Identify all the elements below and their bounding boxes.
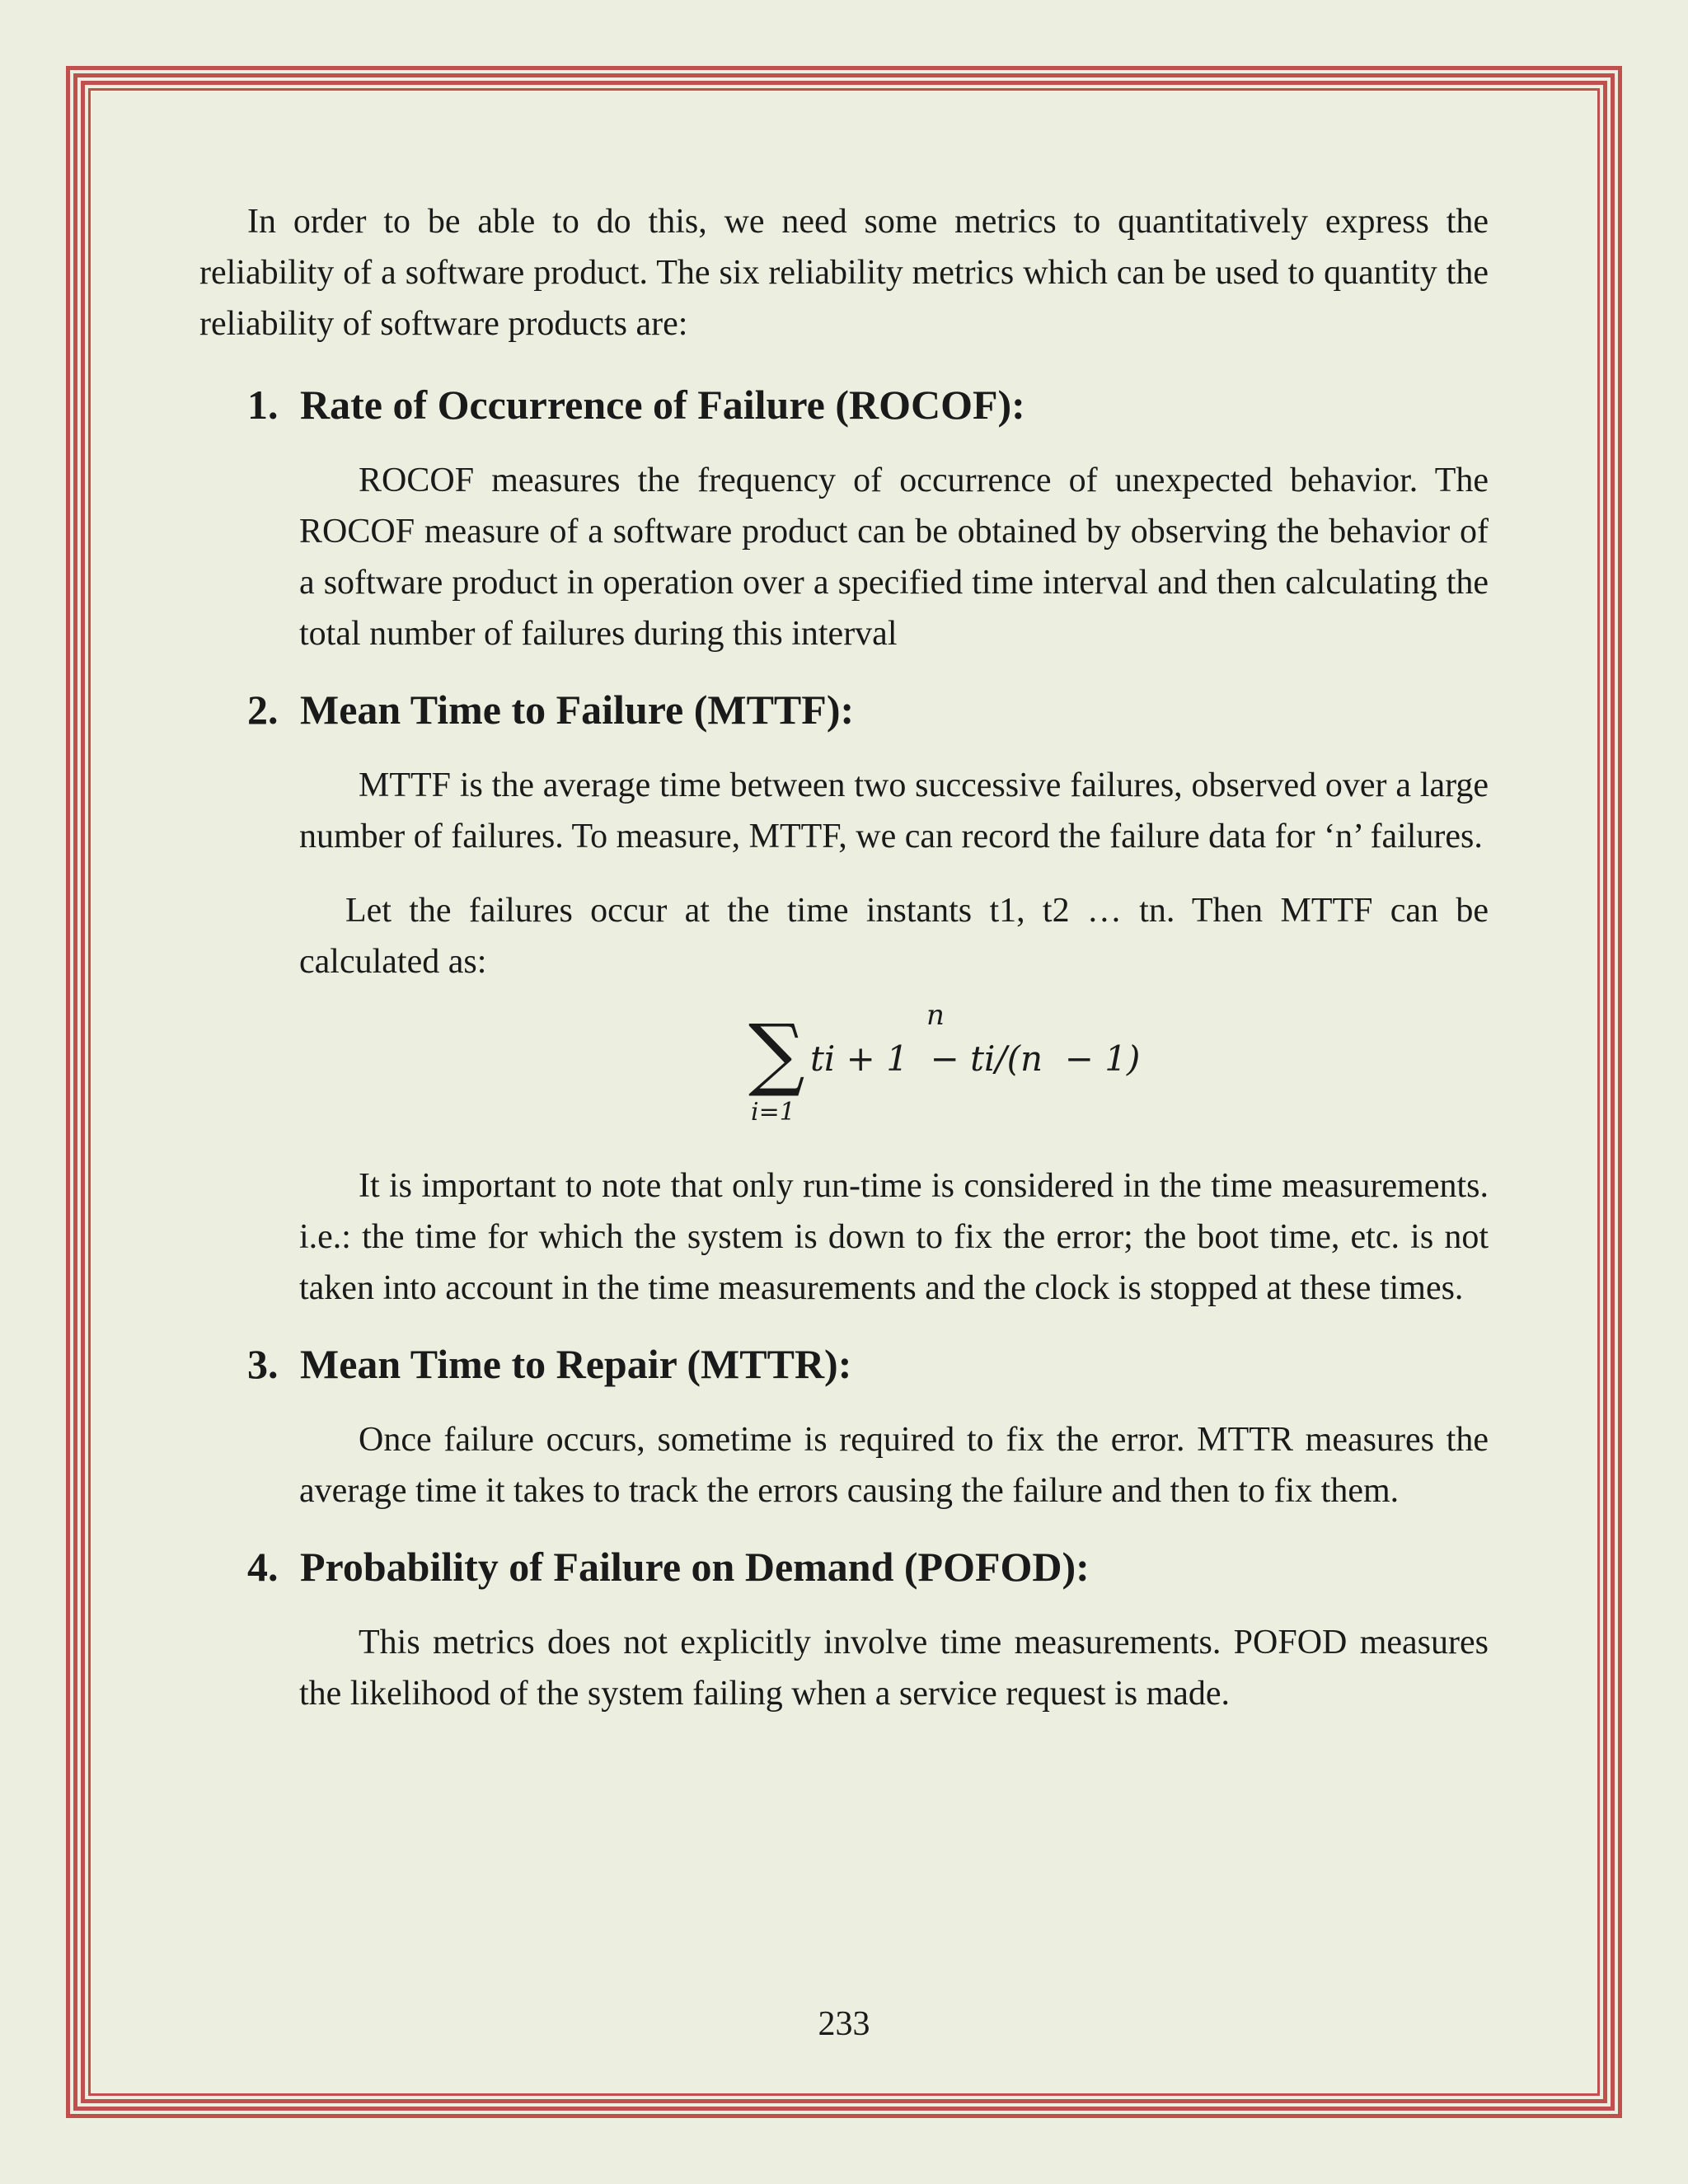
section-title: Rate of Occurrence of Failure (ROCOF):	[300, 382, 1025, 428]
paragraph: This metrics does not explicitly involve time measurements. POFOD measures the likelihood of the system failing when a service request is made.	[299, 1624, 1489, 1713]
formula-expression: ti + 1 − ti/(n − 1)	[810, 1038, 1141, 1079]
section-body-pofod	[299, 1617, 1489, 1719]
sum-upper-limit: n	[926, 999, 945, 1032]
section-heading-mttr	[247, 1338, 1489, 1390]
paragraph: Once failure occurs, sometime is required to fix the error. MTTR measures the average time it takes to track the errors causing the failure and then to fix them.	[299, 1421, 1489, 1510]
section-body-rocof	[299, 455, 1489, 659]
section-number: 4.	[247, 1544, 279, 1590]
mttf-formula	[299, 999, 1489, 1139]
section-heading-pofod	[247, 1541, 1489, 1592]
section-title: Mean Time to Failure (MTTF):	[300, 687, 855, 733]
section-body-mttr	[299, 1414, 1489, 1516]
section-heading-rocof	[247, 379, 1489, 430]
sigma-symbol: ∑	[748, 1007, 805, 1099]
page-content	[199, 196, 1489, 1719]
section-body-mttf	[299, 760, 1489, 1314]
page-number: 233	[818, 2005, 870, 2043]
section-title: Mean Time to Repair (MTTR):	[300, 1341, 852, 1387]
intro-paragraph: In order to be able to do this, we need some metrics to quantitatively express the reliability of a software product. The six reliability metrics which can be used to quantity the reliability of software products are:	[199, 203, 1489, 343]
section-number: 2.	[247, 687, 279, 733]
paragraph: Let the failures occur at the time instants t1, t2 … tn. Then MTTF can be calculated as:	[299, 892, 1489, 981]
sum-lower-limit: i=1	[751, 1098, 795, 1127]
paragraph: ROCOF measures the frequency of occurrence of unexpected behavior. The ROCOF measure of a software product can be obtained by observing the behavior of a software product in operation over a specified time interval and then calculating the total number of failures during this interval	[299, 462, 1489, 653]
paragraph: It is important to note that only run-time is considered in the time measurements. i.e.: the time for which the system is down to fix the error; the boot time, etc. is not taken into account in the time measurements and the clock is stopped at these times.	[299, 1167, 1489, 1307]
section-heading-mttf	[247, 684, 1489, 735]
paragraph: MTTF is the average time between two successive failures, observed over a large number of failures. To measure, MTTF, we can record the failure data for ‘n’ failures.	[299, 766, 1489, 855]
section-title: Probability of Failure on Demand (POFOD):	[300, 1544, 1090, 1590]
section-number: 3.	[247, 1341, 279, 1387]
section-number: 1.	[247, 382, 279, 428]
